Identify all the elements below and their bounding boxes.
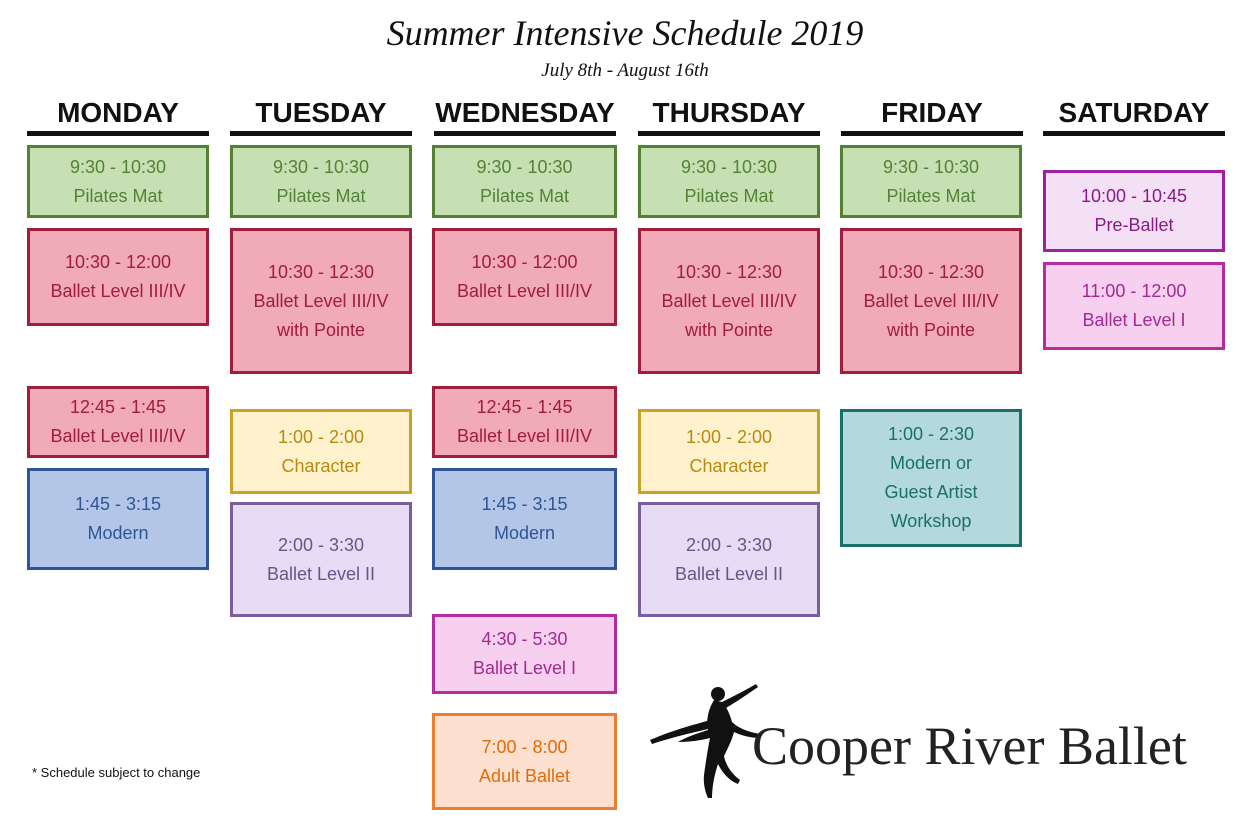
class-block-pilates <box>638 145 820 218</box>
class-name: Pilates Mat <box>73 185 163 206</box>
class-block-pre-ballet <box>1043 170 1225 252</box>
class-block-ballet-i <box>1043 262 1225 350</box>
class-block-ballet-advanced <box>27 386 209 458</box>
class-time: 10:30 - 12:00 <box>64 252 172 272</box>
class-time: 10:30 - 12:30 <box>877 261 985 282</box>
class-time: 10:30 - 12:00 <box>471 252 578 272</box>
class-block-character <box>230 409 412 494</box>
class-name: Ballet Level II <box>266 563 376 584</box>
class-name: Pilates Mat <box>684 185 774 206</box>
class-block-pilates <box>432 145 617 218</box>
class-block-pilates <box>27 145 209 218</box>
day-header-saturday: SATURDAY <box>1043 96 1225 136</box>
class-name: Ballet Level III/IV <box>50 426 186 446</box>
class-block-ballet-ii <box>230 502 412 617</box>
day-header-thursday: THURSDAY <box>638 96 820 136</box>
class-time: 4:30 - 5:30 <box>481 629 568 649</box>
class-time: 10:30 - 12:30 <box>267 261 375 282</box>
class-block-adult-ballet <box>432 713 617 810</box>
class-block-pilates <box>230 145 412 218</box>
class-name: Character <box>281 455 361 476</box>
class-extra-2: Workshop <box>890 511 972 531</box>
class-time: 1:45 - 3:15 <box>481 494 568 514</box>
class-name: Pre-Ballet <box>1094 215 1174 235</box>
class-name: Modern <box>493 523 556 543</box>
class-name: Ballet Level III/IV <box>661 290 797 311</box>
class-time: 11:00 - 12:00 <box>1081 281 1187 301</box>
class-name: Ballet Level II <box>674 563 784 584</box>
class-name: Ballet Level I <box>472 658 577 678</box>
day-header-friday: FRIDAY <box>841 96 1023 136</box>
class-block-ballet-pointe <box>230 228 412 374</box>
class-block-ballet-pointe <box>638 228 820 374</box>
class-time: 9:30 - 10:30 <box>882 156 980 177</box>
class-name: Pilates Mat <box>479 185 570 206</box>
class-time: 10:30 - 12:30 <box>675 261 783 282</box>
class-time: 1:00 - 2:00 <box>685 426 773 447</box>
class-block-modern <box>27 468 209 570</box>
class-time: 9:30 - 10:30 <box>272 156 370 177</box>
class-time: 7:00 - 8:00 <box>481 736 568 757</box>
class-name: Ballet Level III/IV <box>253 290 389 311</box>
class-name: Ballet Level III/IV <box>456 281 593 301</box>
page-title: Summer Intensive Schedule 2019 <box>386 13 864 53</box>
day-header-tuesday: TUESDAY <box>230 96 412 136</box>
class-name: Ballet Level III/IV <box>456 426 593 446</box>
class-time: 1:00 - 2:30 <box>887 424 975 444</box>
class-name: Pilates Mat <box>276 185 366 206</box>
day-header-monday: MONDAY <box>27 96 209 136</box>
class-name: Adult Ballet <box>478 765 571 786</box>
class-block-pilates <box>840 145 1022 218</box>
class-block-character <box>638 409 820 494</box>
schedule-note: * Schedule subject to change <box>32 765 201 780</box>
class-time: 9:30 - 10:30 <box>69 156 167 177</box>
class-block-modern-guest <box>840 409 1022 547</box>
class-name: Pilates Mat <box>886 185 976 206</box>
class-time: 9:30 - 10:30 <box>476 156 573 177</box>
class-block-ballet-advanced <box>432 386 617 458</box>
class-time: 1:00 - 2:00 <box>277 426 365 447</box>
class-extra: with Pointe <box>886 319 976 340</box>
class-block-ballet-advanced <box>27 228 209 326</box>
class-name: Modern <box>87 523 149 543</box>
class-block-ballet-ii <box>638 502 820 617</box>
logo-wordmark: Cooper River Ballet <box>752 716 1187 776</box>
class-block-ballet-pointe <box>840 228 1022 374</box>
class-name: Ballet Level I <box>1082 310 1186 330</box>
class-extra: Guest Artist <box>884 482 978 502</box>
class-name: Ballet Level III/IV <box>50 281 186 301</box>
class-time: 12:45 - 1:45 <box>69 397 167 417</box>
class-time: 10:00 - 10:45 <box>1080 186 1188 206</box>
class-time: 2:00 - 3:30 <box>277 534 365 555</box>
class-extra: with Pointe <box>276 319 366 340</box>
class-time: 9:30 - 10:30 <box>680 156 778 177</box>
class-name: Character <box>689 455 769 476</box>
class-block-ballet-i <box>432 614 617 694</box>
class-block-ballet-advanced <box>432 228 617 326</box>
class-time: 12:45 - 1:45 <box>476 397 573 417</box>
class-name: Modern or <box>889 453 973 473</box>
class-name: Ballet Level III/IV <box>863 290 999 311</box>
page-subtitle: July 8th - August 16th <box>541 60 709 81</box>
day-header-wednesday: WEDNESDAY <box>434 96 616 136</box>
class-extra: with Pointe <box>684 319 774 340</box>
class-time: 2:00 - 3:30 <box>685 534 773 555</box>
class-time: 1:45 - 3:15 <box>74 494 162 514</box>
class-block-modern <box>432 468 617 570</box>
